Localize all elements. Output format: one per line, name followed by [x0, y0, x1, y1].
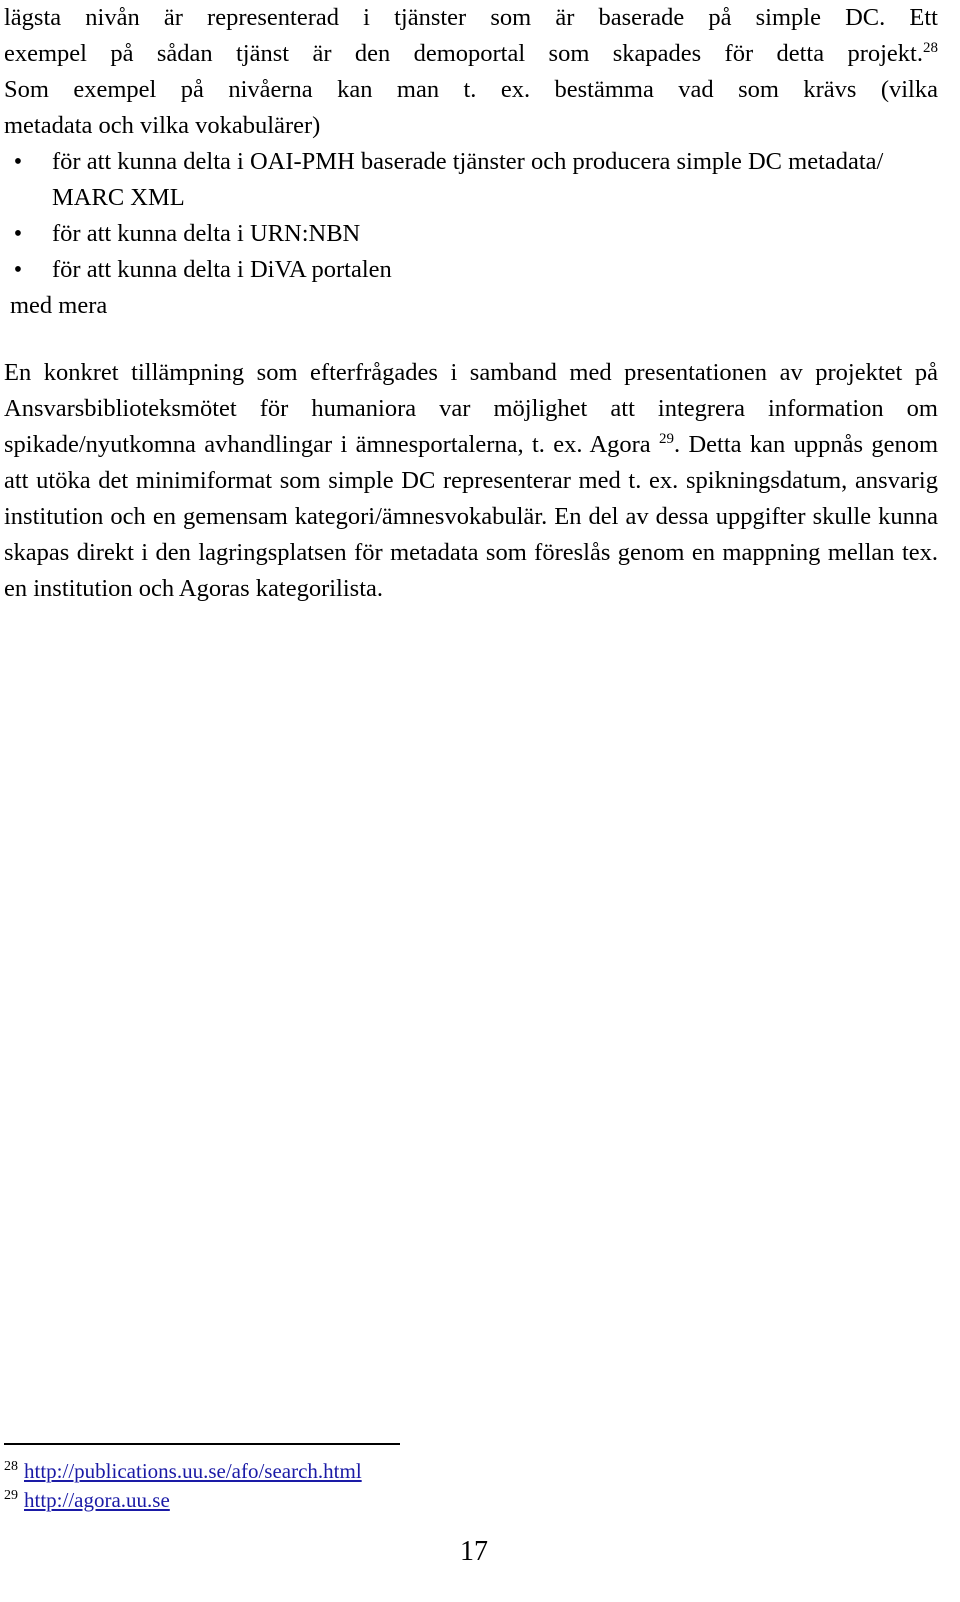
requirements-list — [4, 144, 938, 288]
intro-line-4 — [4, 108, 938, 144]
bullet-icon: • — [13, 149, 23, 175]
list-item-text: för att kunna delta i OAI-PMH baserade tjänster och producera simple DC metadata/ MARC XML — [52, 148, 884, 211]
paragraph-2-text — [4, 355, 938, 607]
footnote-link[interactable]: http://agora.uu.se — [24, 1488, 170, 1512]
footnote-ref-29[interactable]: 29 — [659, 430, 675, 447]
intro-section — [4, 0, 938, 324]
paragraph-2 — [4, 355, 938, 607]
list-item — [4, 252, 938, 288]
med-mera-text — [4, 288, 938, 324]
footnote-divider — [4, 1443, 400, 1445]
footnote-link[interactable]: http://publications.uu.se/afo/search.html — [24, 1459, 362, 1483]
document-page — [4, 0, 956, 1602]
intro-line-1 — [4, 0, 938, 36]
bullet-icon: • — [13, 257, 23, 283]
bullet-icon: • — [13, 221, 23, 247]
intro-line-1-text: lägsta nivån är representerad i tjänster som är baserade på simple DC. Ett — [4, 4, 938, 31]
footnote-28 — [4, 1457, 604, 1486]
footnote-number: 29 — [4, 1488, 18, 1503]
footnote-number: 28 — [4, 1459, 18, 1474]
footnotes — [4, 1457, 604, 1515]
list-item-text: för att kunna delta i DiVA portalen — [52, 256, 392, 283]
intro-line-3-text: Som exempel på nivåerna kan man t. ex. bestämma vad som krävs (vilka — [4, 76, 938, 103]
list-item — [4, 216, 938, 252]
list-item — [4, 144, 938, 216]
paragraph-2-part-1: En konkret tillämpning som efterfrågades i samband med presentationen av projektet på Ansvarsbiblioteksmötet för humaniora var möjlighet att integrera information om spikade/nyutkomna avhandlingar i ämnesportalerna, t. ex. Agora — [4, 359, 938, 458]
footnote-29 — [4, 1486, 604, 1515]
med-mera-label: med mera — [10, 292, 108, 319]
intro-line-2-text: exempel på sådan tjänst är den demoportal som skapades för detta projekt. — [4, 40, 923, 67]
paragraph-2-part-2: . Detta kan uppnås genom att utöka det minimiformat som simple DC representerar med t. ex. spikningsdatum, ansvarig institution och en gemensam kategori/ämnesvokabulär. En del av dessa uppgifter skulle kunna skapas direkt i den lagringsplatsen för metadata som föreslås genom en mappning mellan tex. en institution och Agoras kategorilista. — [4, 431, 938, 602]
list-item-text: för att kunna delta i URN:NBN — [52, 220, 361, 247]
intro-line-3 — [4, 72, 938, 108]
intro-line-4-text: metadata och vilka vokabulärer) — [4, 112, 321, 139]
footnote-ref-28[interactable]: 28 — [923, 39, 938, 56]
intro-line-2 — [4, 36, 938, 72]
page-number: 17 — [460, 1536, 488, 1567]
